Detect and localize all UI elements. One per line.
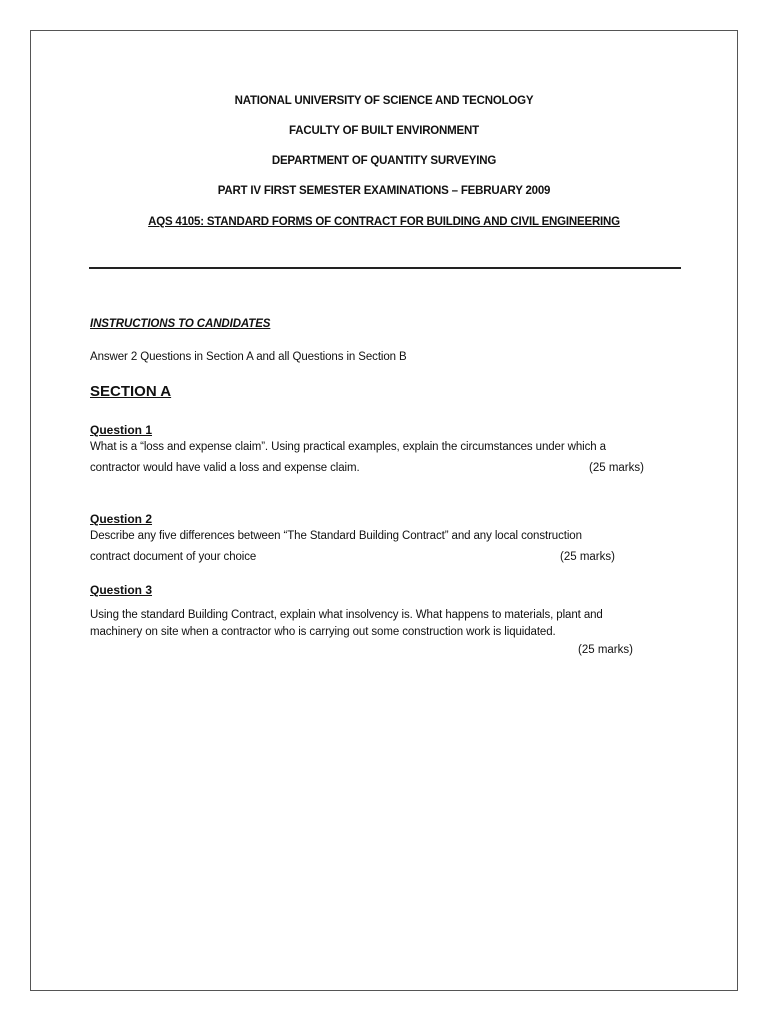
- exam-title: PART IV FIRST SEMESTER EXAMINATIONS – FEBRUARY 2009: [217, 185, 551, 197]
- course-title: AQS 4105: STANDARD FORMS OF CONTRACT FOR BUILDING AND CIVIL ENGINEERING: [148, 216, 620, 228]
- question-2-line-1: Describe any five differences between “The Standard Building Contract” and any local construction: [90, 530, 582, 542]
- department-name: DEPARTMENT OF QUANTITY SURVEYING: [271, 155, 497, 167]
- instructions-title: INSTRUCTIONS TO CANDIDATES: [90, 318, 271, 330]
- question-2-marks: (25 marks): [560, 551, 615, 563]
- question-1-heading: Question 1: [90, 423, 153, 437]
- question-3-line-1: Using the standard Building Contract, explain what insolvency is. What happens to materials, plant and: [90, 609, 603, 621]
- section-a-title: SECTION A: [90, 383, 172, 400]
- question-2-line-2: contract document of your choice: [90, 551, 257, 563]
- question-2-heading: Question 2: [90, 512, 153, 526]
- question-3-heading: Question 3: [90, 583, 153, 597]
- question-1-line-2: contractor would have valid a loss and expense claim.: [90, 462, 360, 474]
- question-1-marks: (25 marks): [589, 462, 644, 474]
- page-border: [30, 30, 738, 991]
- question-3-marks: (25 marks): [578, 644, 633, 656]
- question-3-line-2: machinery on site when a contractor who is carrying out some construction work is liquidated.: [90, 626, 556, 638]
- faculty-name: FACULTY OF BUILT ENVIRONMENT: [289, 125, 479, 137]
- header-divider: [89, 267, 681, 269]
- university-name: NATIONAL UNIVERSITY OF SCIENCE AND TECNOLOGY: [234, 95, 534, 107]
- instructions-text: Answer 2 Questions in Section A and all Questions in Section B: [90, 351, 407, 363]
- question-1-line-1: What is a “loss and expense claim”. Using practical examples, explain the circumstances under which a: [90, 441, 606, 453]
